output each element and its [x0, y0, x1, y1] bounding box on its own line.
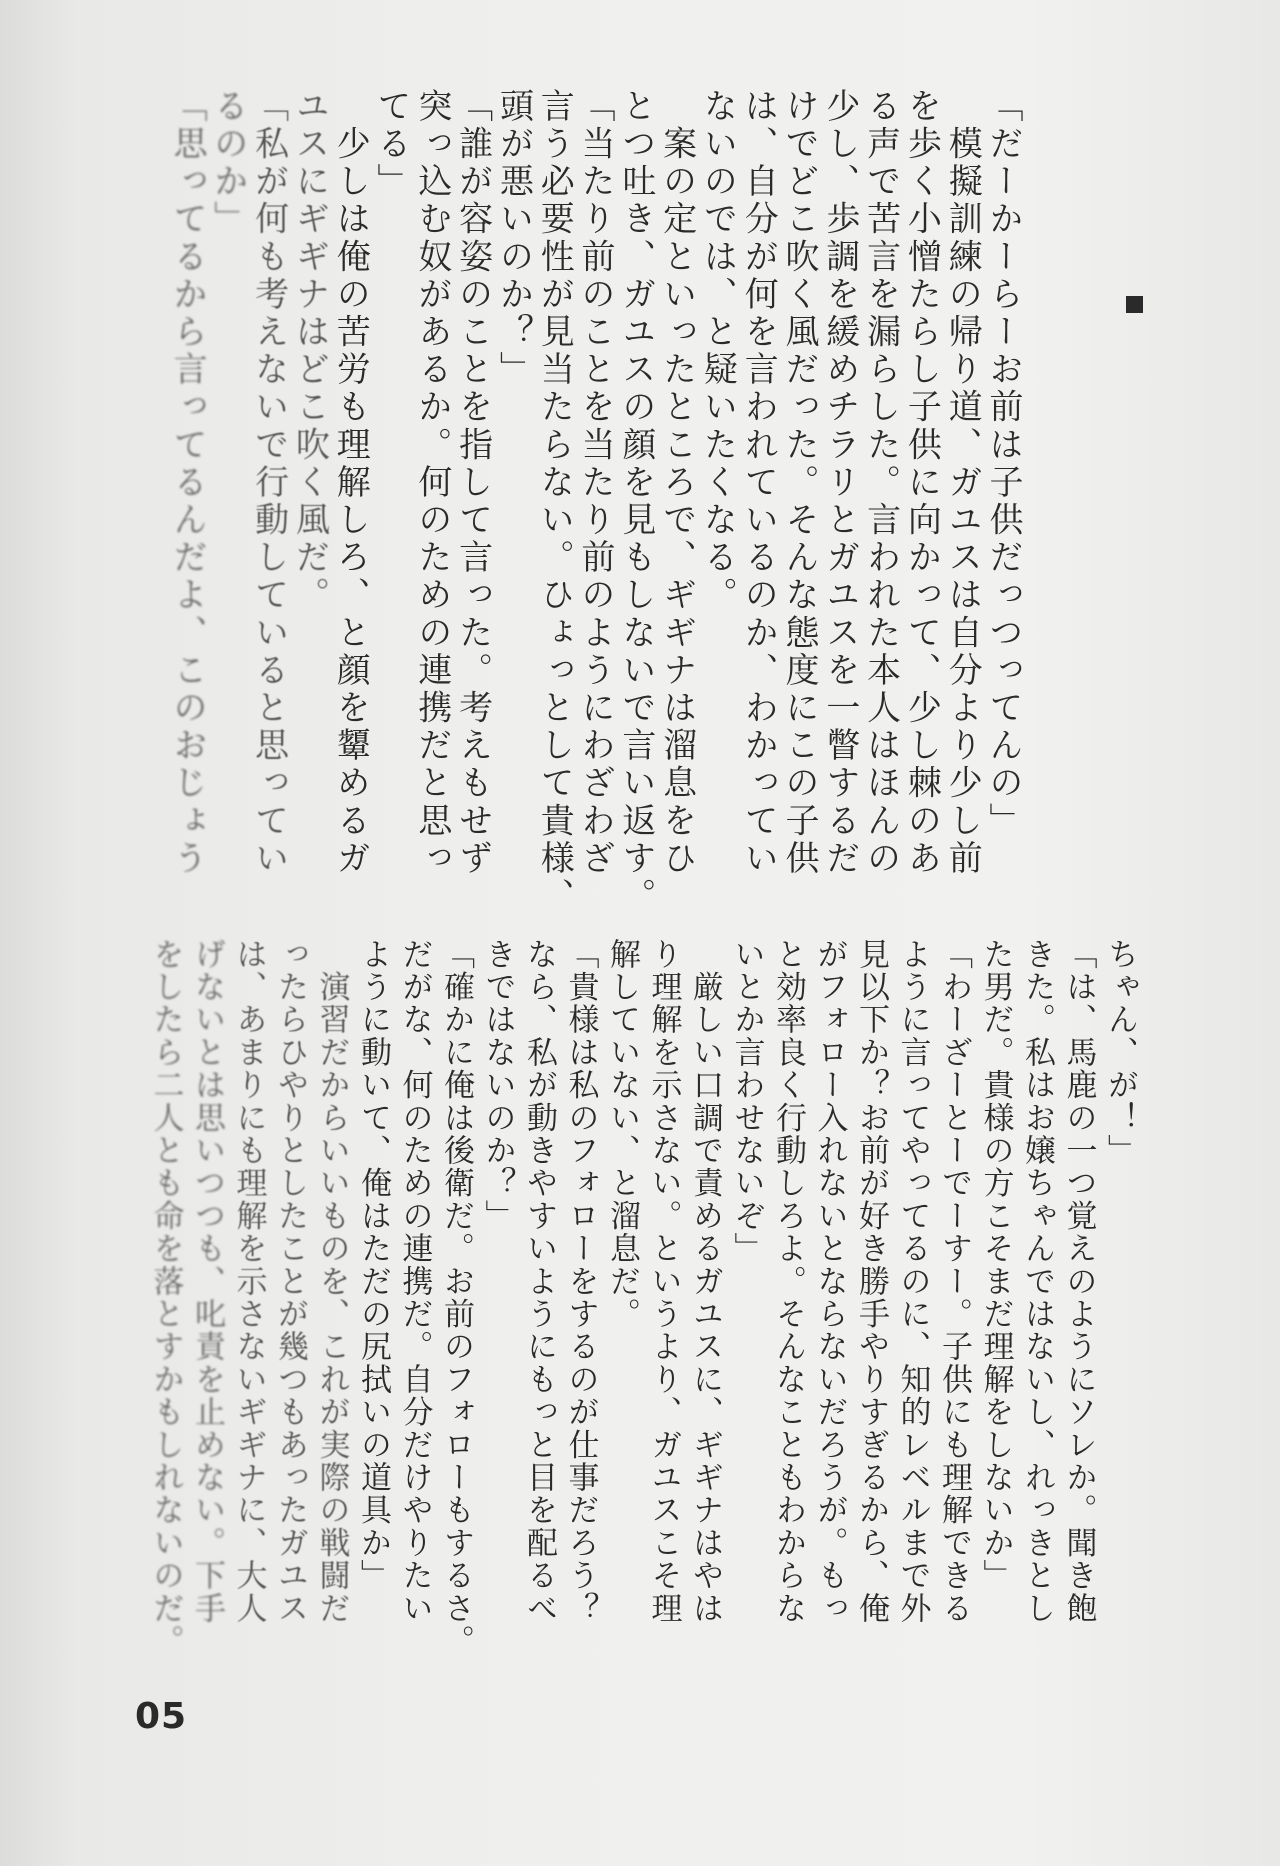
text-line: 頭が悪いのか？」 [493, 88, 534, 389]
text-line: いとか言わせないぞ」 [728, 938, 765, 1265]
text-line: 見以下か？お前が好き勝手やりすぎるから、俺 [853, 938, 889, 1625]
text-line: 解していない、と溜息だ。 [604, 938, 640, 1331]
text-line: 案の定といったところで、ギギナは溜息をひ [656, 88, 697, 878]
text-line: をしたら二人とも命を落とすかもしれないのだ。 [147, 938, 184, 1658]
text-line: ように言ってやってるのに、知的レベルまで外 [894, 938, 931, 1625]
text-line: るのか」 [207, 88, 248, 239]
text-block-bottom [144, 938, 1140, 1658]
text-line: た男だ。貴様の方こそまだ理解をしないか」 [977, 938, 1014, 1592]
text-line: 「だーかーらーお前は子供だっつってんの」 [983, 88, 1023, 840]
text-line: なら、私が動きやすいようにもっと目を配るべ [521, 938, 557, 1625]
text-line: 「誰が容姿のことを指して言った。考えもせず [452, 88, 493, 878]
text-line: きた。私はお嬢ちゃんではないし、れっきとし [1019, 938, 1055, 1625]
text-line: 「確かに俺は後衛だ。お前のフォローもするさ。 [438, 938, 474, 1658]
text-line: は、自分が何を言われているのか、わかってい [738, 88, 779, 878]
text-line: 突っ込む奴があるか。何のための連携だと思っ [411, 88, 452, 878]
section-marker-square [1126, 296, 1143, 313]
text-line: げないとは思いつつも、叱責を止めない。下手 [189, 938, 225, 1625]
text-line: ちゃん、が！」 [1102, 938, 1138, 1167]
text-line: ユスにギギナはどこ吹く風だ。 [289, 88, 330, 615]
text-line: ように動いて、俺はただの尻拭いの道具か」 [355, 938, 391, 1592]
text-line: けでどこ吹く風だった。そんな態度にこの子供 [779, 88, 820, 878]
text-line: ないのでは、と疑いたくなる。 [697, 88, 738, 615]
text-line: 少しは俺の苦労も理解しろ、と顔を顰めるガ [330, 88, 371, 878]
text-line: 「わーざーとーでーすー。子供にも理解できる [936, 938, 972, 1625]
text-line: きではないのか？」 [479, 938, 516, 1233]
text-line: だがな、何のための連携だ。自分だけやりたい [396, 938, 433, 1625]
text-line: てる」 [371, 88, 412, 201]
text-line: がフォロー入れないとならないだろうが。もっ [811, 938, 848, 1625]
text-line: 演習だからいいものを、これが実際の戦闘だ [313, 938, 350, 1625]
text-line: とつ吐き、ガユスの顔を見もしないで言い返す。 [615, 88, 656, 916]
text-line: ったらひやりとしたことが幾つもあったガユス [272, 938, 308, 1625]
text-line: 模擬訓練の帰り道、ガユスは自分より少し前 [942, 88, 983, 878]
text-line: 「は、馬鹿の一つ覚えのようにソレか。聞き飽 [1060, 938, 1097, 1625]
text-line: と効率良く行動しろよ。そんなこともわからな [770, 938, 806, 1625]
text-line: る声で苦言を漏らした。言われた本人はほんの [860, 88, 901, 878]
text-line: は、あまりにも理解を示さないギギナに、大人 [230, 938, 267, 1625]
text-line: 少し、歩調を緩めチラリとガユスを一瞥するだ [819, 88, 860, 878]
text-line: を歩く小憎たらし子供に向かって、少し棘のあ [901, 88, 942, 878]
text-line: 言う必要性が見当たらない。ひょっとして貴様、 [534, 88, 575, 916]
text-line: り理解を示さない。というより、ガユスこそ理 [645, 938, 682, 1625]
text-line: 厳しい口調で責めるガユスに、ギギナはやは [687, 938, 723, 1625]
page-number: 05 [135, 1696, 188, 1737]
text-line: 「思ってるから言ってるんだよ、このおじょう [167, 88, 208, 878]
text-line: 「私が何も考えないで行動していると思ってい [248, 88, 289, 878]
text-line: 「貴様は私のフォローをするのが仕事だろう？ [562, 938, 599, 1625]
text-block-top [166, 88, 1023, 916]
text-line: 「当たり前のことを当たり前のようにわざわざ [575, 88, 616, 878]
